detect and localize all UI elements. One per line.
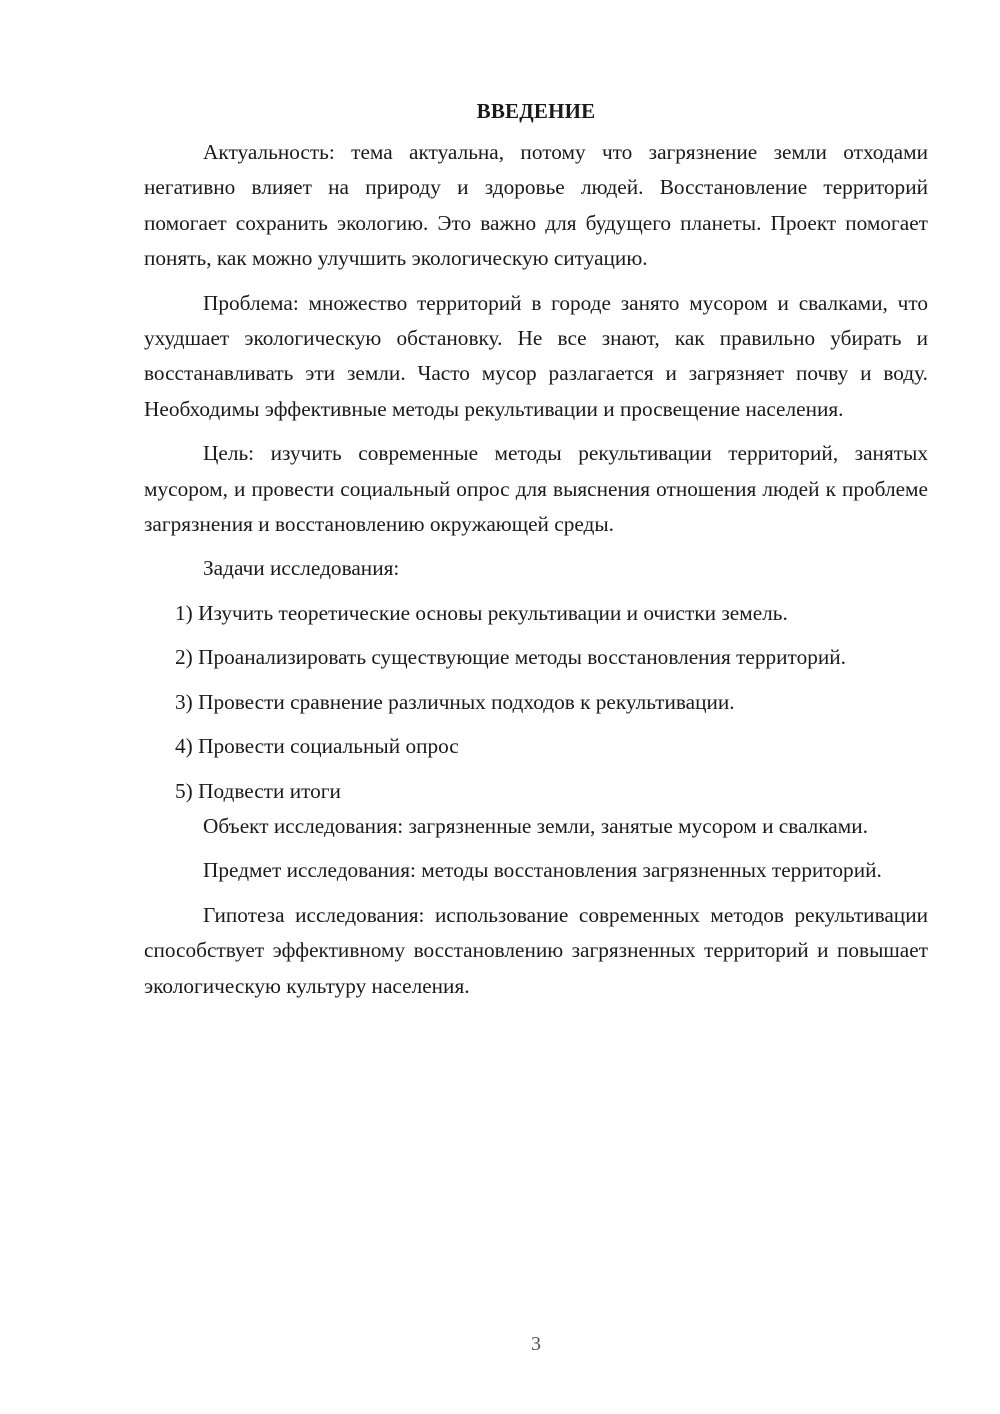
subject-paragraph: Предмет исследования: методы восстановления загрязненных территорий. — [203, 858, 882, 883]
page-content — [144, 96, 928, 1004]
hypothesis-paragraph: Гипотеза исследования: использование современных методов рекультивации способствует эффективному восстановлению загрязненных территорий и повышает экологическую культуру населения. — [144, 902, 928, 998]
task-item: 3) Провести сравнение различных подходов к рекультивации. — [175, 689, 735, 714]
goal-paragraph: Цель: изучить современные методы рекультивации территорий, занятых мусором, и провести социальный опрос для выяснения отношения людей к проблеме загрязнения и восстановлению окружающей среды. — [144, 441, 928, 537]
task-item: 4) Провести социальный опрос — [175, 734, 459, 759]
task-item: 1) Изучить теоретические основы рекультивации и очистки земель. — [175, 600, 788, 625]
task-item: 5) Подвести итоги — [175, 778, 341, 803]
relevance-paragraph: Актуальность: тема актуальна, потому что загрязнение земли отходами негативно влияет на природу и здоровье людей. Восстановление территорий помогает сохранить экологию. Это важно для будущего планеты. Проект помогает понять, как можно улучшить экологическую ситуацию. — [144, 140, 928, 271]
task-item: 2) Проанализировать существующие методы восстановления территорий. — [175, 645, 846, 670]
section-heading: ВВЕДЕНИЕ — [476, 99, 596, 123]
problem-paragraph: Проблема: множество территорий в городе занято мусором и свалками, что ухудшает экологическую обстановку. Не все знают, как правильно убирать и восстанавливать эти земли. Часто мусор разлагается и загрязняет почву и воду. Необходимы эффективные методы рекультивации и просвещение населения. — [144, 290, 928, 421]
page-number: 3 — [531, 1333, 541, 1355]
tasks-heading: Задачи исследования: — [203, 556, 400, 581]
object-paragraph: Объект исследования: загрязненные земли, занятые мусором и свалками. — [203, 813, 868, 838]
